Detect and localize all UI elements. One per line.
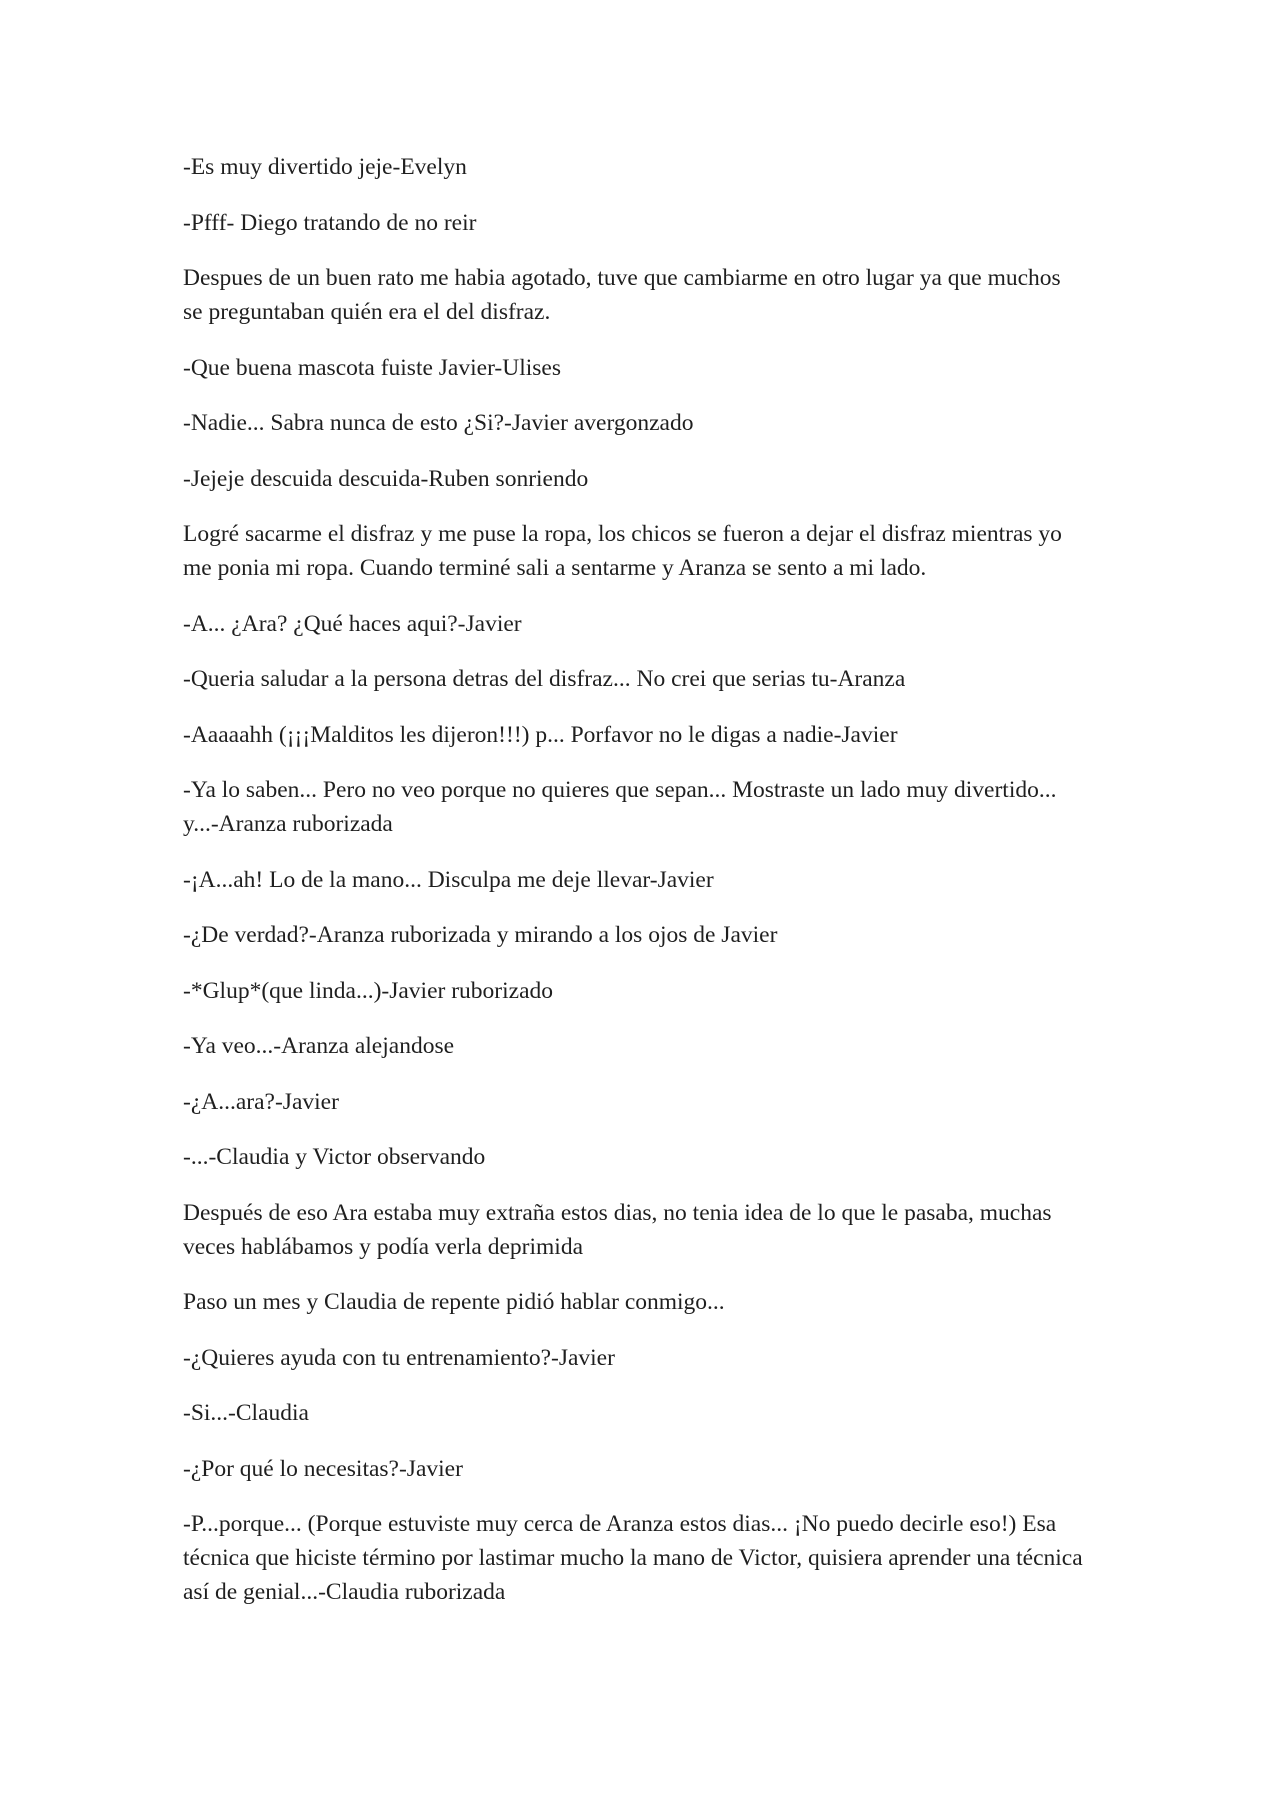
paragraph: -¿De verdad?-Aranza ruborizada y mirando a los ojos de Javier [183, 922, 778, 948]
paragraph: -Aaaaahh (¡¡¡Malditos les dijeron!!!) p... Porfavor no le digas a nadie-Javier [183, 721, 898, 748]
paragraph: -Si...-Claudia [183, 1400, 309, 1426]
paragraph: -Nadie... Sabra nunca de esto ¿Si?-Javier avergonzado [183, 410, 694, 436]
paragraph: Despues de un buen rato me habia agotado, tuve que cambiarme en otro lugar ya que muchos se preguntaban quién era el del disfraz. [183, 265, 1061, 325]
paragraph: -¿Quieres ayuda con tu entrenamiento?-Javier [183, 1344, 615, 1371]
document-body [183, 150, 1083, 1631]
paragraph: -Es muy divertido jeje-Evelyn [183, 154, 467, 180]
paragraph: -Queria saludar a la persona detras del disfraz... No crei que serias tu-Aranza [183, 666, 906, 692]
paragraph: -¿A...ara?-Javier [183, 1088, 339, 1115]
paragraph: -*Glup*(que linda...)-Javier ruborizado [183, 977, 553, 1004]
paragraph: -Pfff- Diego tratando de no reir [183, 209, 477, 236]
paragraph: -¡A...ah! Lo de la mano... Disculpa me deje llevar-Javier [183, 866, 714, 893]
paragraph: Después de eso Ara estaba muy extraña estos dias, no tenia idea de lo que le pasaba, muchas veces hablábamos y podía verla deprimida [183, 1199, 1052, 1260]
paragraph: -...-Claudia y Victor observando [183, 1144, 486, 1170]
paragraph: -Que buena mascota fuiste Javier-Ulises [183, 354, 562, 381]
paragraph: -A... ¿Ara? ¿Qué haces aqui?-Javier [183, 610, 522, 637]
paragraph: Logré sacarme el disfraz y me puse la ropa, los chicos se fueron a dejar el disfraz mientras yo me ponia mi ropa. Cuando terminé sali a sentarme y Aranza se sento a mi lado. [183, 521, 1062, 581]
paragraph: -P...porque... (Porque estuviste muy cerca de Aranza estos dias... ¡No puedo decirle eso!) Esa técnica que hiciste término por lastimar mucho la mano de Victor, quisiera aprender una técnica así de genial...-Claudia ruborizada [183, 1511, 1083, 1605]
paragraph: -Ya veo...-Aranza alejandose [183, 1033, 455, 1059]
paragraph: -Jejeje descuida descuida-Ruben sonriendo [183, 465, 589, 492]
paragraph: -¿Por qué lo necesitas?-Javier [183, 1455, 463, 1482]
paragraph: Paso un mes y Claudia de repente pidió hablar conmigo... [183, 1289, 725, 1315]
paragraph: -Ya lo saben... Pero no veo porque no quieres que sepan... Mostraste un lado muy divertido... y...-Aranza ruborizada [183, 777, 1057, 837]
